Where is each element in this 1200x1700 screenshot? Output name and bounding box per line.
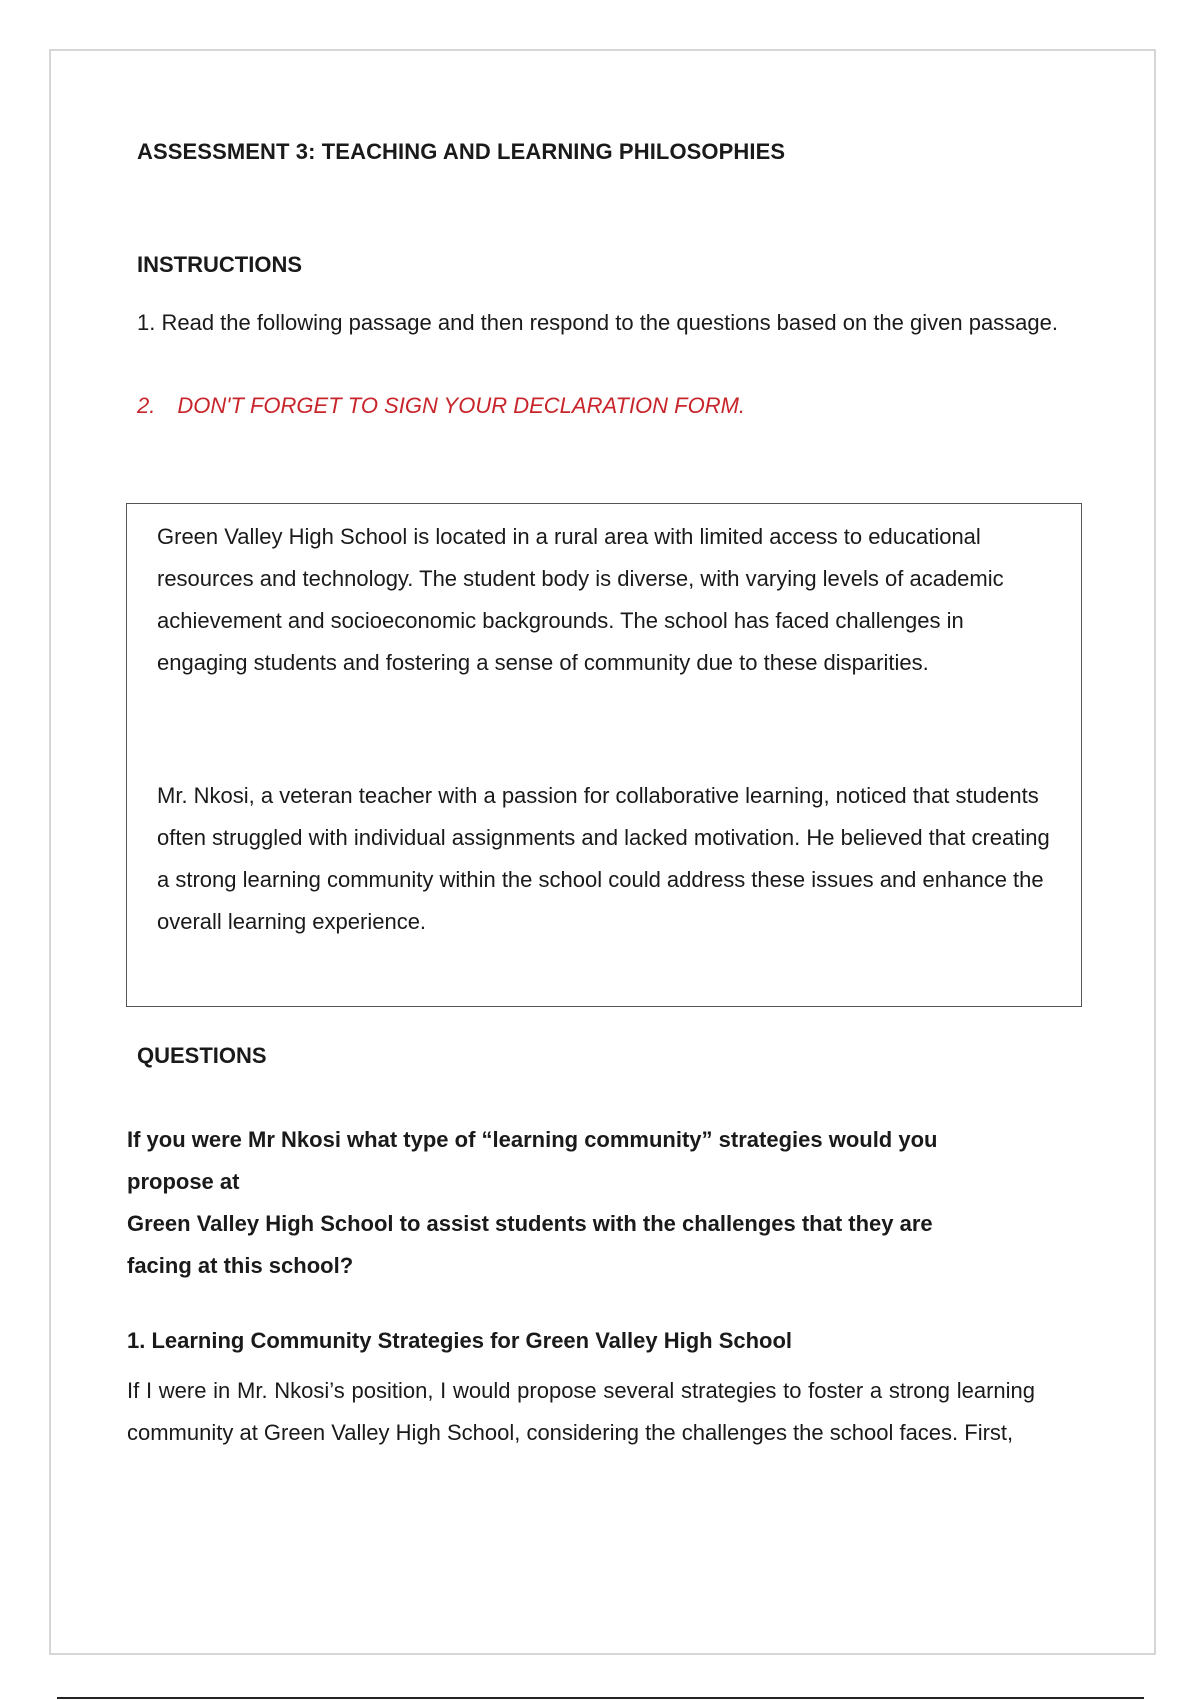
question-line: propose at <box>127 1169 240 1194</box>
questions-heading: QUESTIONS <box>137 1043 267 1068</box>
question-line: Green Valley High School to assist students with the challenges that they are <box>127 1211 933 1236</box>
bottom-divider <box>57 1697 1144 1699</box>
document-title: ASSESSMENT 3: TEACHING AND LEARNING PHILOSOPHIES <box>137 139 786 164</box>
instruction-item-2 <box>137 393 745 419</box>
instructions-heading: INSTRUCTIONS <box>137 252 302 277</box>
instruction-item-2-number: 2. <box>137 393 156 418</box>
answer-text: If I were in Mr. Nkosi’s position, I would propose several strategies to foster a strong learning community at Green Valley High School, considering the challenges the school faces. First, <box>127 1378 1035 1445</box>
question-text <box>127 1119 1047 1287</box>
answer-heading: 1. Learning Community Strategies for Green Valley High School <box>127 1328 793 1353</box>
question-line: If you were Mr Nkosi what type of “learning community” strategies would you <box>127 1127 938 1152</box>
question-line: facing at this school? <box>127 1253 354 1278</box>
instruction-item-2-text: DON'T FORGET TO SIGN YOUR DECLARATION FORM. <box>177 393 746 418</box>
instruction-item-1: 1. Read the following passage and then respond to the questions based on the given passage. <box>137 310 1059 335</box>
passage-paragraph-2: Mr. Nkosi, a veteran teacher with a passion for collaborative learning, noticed that students often struggled with individual assignments and lacked motivation. He believed that creating a strong learning community within the school could address these issues and enhance the overall learning experience. <box>157 783 1050 934</box>
passage-paragraph-1: Green Valley High School is located in a rural area with limited access to educational resources and technology. The student body is diverse, with varying levels of academic achievement and socioeconomic backgrounds. The school has faced challenges in engaging students and fostering a sense of community due to these disparities. <box>157 524 1004 675</box>
